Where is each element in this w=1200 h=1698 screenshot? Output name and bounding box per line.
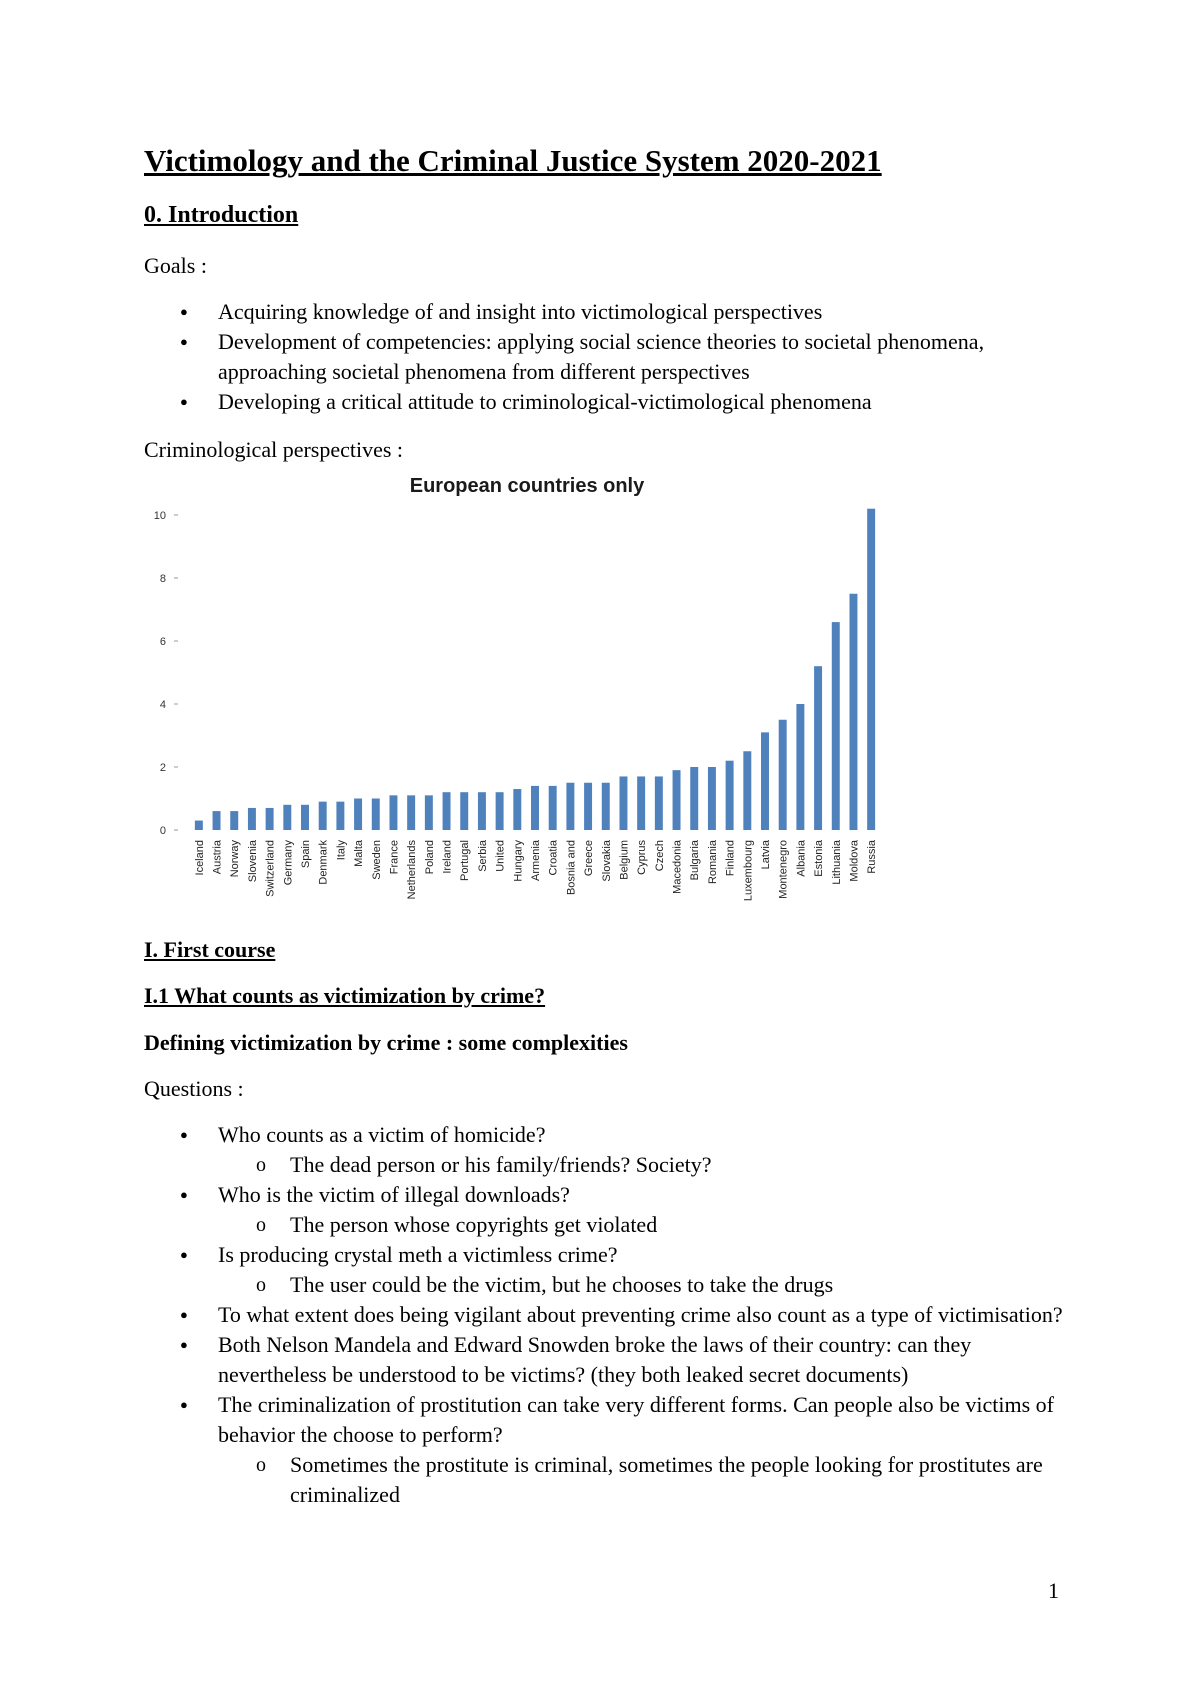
bar xyxy=(248,808,256,830)
goal-item: ● Acquiring knowledge of and insight into victimological perspectives xyxy=(144,297,1064,327)
bar xyxy=(319,802,327,830)
bar xyxy=(230,811,238,830)
bar xyxy=(619,776,627,830)
question-text: Who counts as a victim of homicide? xyxy=(218,1122,546,1147)
x-tick-label: Italy xyxy=(335,840,348,861)
question-item xyxy=(144,1330,1064,1390)
bar xyxy=(637,776,645,830)
questions-list xyxy=(144,1120,1064,1510)
question-item xyxy=(144,1240,1064,1300)
x-tick-label: Germany xyxy=(282,840,295,886)
bar xyxy=(867,509,875,830)
answer-item: o The person whose copyrights get violated xyxy=(218,1210,1064,1240)
bar xyxy=(336,802,344,830)
x-tick-label: Norway xyxy=(229,840,242,878)
bar xyxy=(584,783,592,830)
y-tick-label: 8 xyxy=(159,573,166,585)
x-tick-label: Montenegro xyxy=(777,840,790,899)
answer-item: o The user could be the victim, but he chooses to take the drugs xyxy=(218,1270,1064,1300)
bar xyxy=(372,799,380,831)
bar xyxy=(425,795,433,830)
x-tick-label: Macedonia xyxy=(671,840,684,894)
questions-label: Questions : xyxy=(144,1076,244,1101)
bar xyxy=(549,786,557,830)
bar xyxy=(460,792,468,830)
question-text: To what extent does being vigilant about preventing crime also count as a type of victimisation? xyxy=(218,1302,1063,1327)
y-tick-label: 0 xyxy=(159,825,166,837)
x-tick-label: Cyprus xyxy=(636,840,649,875)
bar xyxy=(566,783,574,830)
bar xyxy=(655,776,663,830)
bar xyxy=(602,783,610,830)
x-tick-label: Slovakia xyxy=(600,840,613,882)
x-tick-label: Latvia xyxy=(760,840,772,870)
question-item xyxy=(144,1300,1064,1330)
x-tick-label: Hungary xyxy=(512,840,525,882)
x-tick-label: Austria xyxy=(211,840,224,875)
first-course-heading: I. First course xyxy=(144,937,276,962)
bar xyxy=(531,786,539,830)
y-tick-label: 10 xyxy=(153,510,166,522)
question-item xyxy=(144,1390,1064,1510)
x-tick-label: Lithuania xyxy=(830,840,843,885)
question-text: The criminalization of prostitution can take very different forms. Can people also be victims of behavior the choose to perform? xyxy=(218,1392,1054,1447)
perspectives-label: Criminological perspectives : xyxy=(144,437,404,462)
x-tick-label: Poland xyxy=(423,840,436,875)
x-tick-label: Sweden xyxy=(370,840,383,880)
x-tick-label: Greece xyxy=(583,840,596,877)
answer-list xyxy=(218,1450,1064,1510)
x-tick-label: Denmark xyxy=(317,840,330,885)
bar xyxy=(708,767,716,830)
y-tick-label: 2 xyxy=(159,762,166,774)
bar xyxy=(478,792,486,830)
introduction-heading: 0. Introduction xyxy=(144,202,299,228)
bar xyxy=(761,732,769,830)
bar xyxy=(496,792,504,830)
x-tick-label: United xyxy=(494,840,507,872)
chart-bars xyxy=(195,509,875,830)
bar xyxy=(195,821,203,830)
goal-item: ● Developing a critical attitude to criminological-victimological phenomena xyxy=(144,387,1064,417)
x-tick-label: Armenia xyxy=(530,840,542,881)
x-tick-label: Czech xyxy=(653,840,666,872)
x-tick-label: Estonia xyxy=(813,840,826,877)
y-tick-label: 4 xyxy=(159,699,166,711)
bar xyxy=(673,770,681,830)
answer-list xyxy=(218,1150,1064,1180)
x-tick-label: Bosnia and xyxy=(565,840,578,896)
question-item xyxy=(144,1180,1064,1240)
subheading: Defining victimization by crime : some complexities xyxy=(144,1030,628,1055)
x-tick-label: Bulgaria xyxy=(689,840,702,881)
goal-item: ● Development of competencies: applying social science theories to societal phenomena, approaching societal phenomena from different perspectives xyxy=(144,327,1064,387)
x-tick-label: Finland xyxy=(724,840,737,877)
answer-item: o The dead person or his family/friends? Society? xyxy=(218,1150,1064,1180)
document-title: Victimology and the Criminal Justice System 2020-2021 xyxy=(144,143,882,178)
x-tick-label: Albania xyxy=(795,840,808,877)
bar xyxy=(726,761,734,830)
bar xyxy=(443,792,451,830)
x-tick-label: Spain xyxy=(300,840,312,869)
x-tick-label: Serbia xyxy=(476,840,489,872)
chart-x-labels xyxy=(194,839,878,901)
bar xyxy=(690,767,698,830)
goals-list xyxy=(144,297,1064,417)
bar xyxy=(849,594,857,830)
bar xyxy=(832,622,840,830)
bar xyxy=(283,805,291,830)
x-tick-label: Belgium xyxy=(618,840,631,880)
section-heading: I.1 What counts as victimization by crime? xyxy=(144,983,546,1008)
bar xyxy=(513,789,521,830)
bar xyxy=(407,795,415,830)
x-tick-label: Slovenia xyxy=(246,840,259,883)
victimization-bar-chart xyxy=(150,470,895,910)
bar xyxy=(213,811,221,830)
bar xyxy=(354,799,362,831)
question-text: Who is the victim of illegal downloads? xyxy=(218,1182,570,1207)
bar xyxy=(779,720,787,830)
question-text: Is producing crystal meth a victimless crime? xyxy=(218,1242,618,1267)
answer-list xyxy=(218,1270,1064,1300)
x-tick-label: Romania xyxy=(706,840,719,885)
x-tick-label: Netherlands xyxy=(406,840,419,900)
bar xyxy=(743,751,751,830)
bar xyxy=(301,805,309,830)
question-text: Both Nelson Mandela and Edward Snowden broke the laws of their country: can they nevertheless be understood to be victims? (they both leaked secret documents) xyxy=(218,1332,972,1387)
page-number: 1 xyxy=(1048,1578,1059,1603)
question-item xyxy=(144,1120,1064,1180)
x-tick-label: Moldova xyxy=(848,840,861,882)
bar xyxy=(266,808,274,830)
bar xyxy=(796,704,804,830)
x-tick-label: Portugal xyxy=(459,840,472,881)
x-tick-label: Russia xyxy=(866,840,879,874)
goals-label: Goals : xyxy=(144,253,207,278)
x-tick-label: Switzerland xyxy=(264,840,277,897)
y-tick-label: 6 xyxy=(159,636,166,648)
chart-y-axis xyxy=(154,510,178,837)
x-tick-label: Croatia xyxy=(547,840,560,876)
answer-list xyxy=(218,1210,1064,1240)
x-tick-label: Malta xyxy=(353,840,366,867)
bar xyxy=(814,666,822,830)
x-tick-label: Luxembourg xyxy=(742,840,755,902)
x-tick-label: Ireland xyxy=(441,840,454,874)
x-tick-label: France xyxy=(388,840,401,875)
answer-item: o Sometimes the prostitute is criminal, sometimes the people looking for prostitutes are criminalized xyxy=(218,1450,1064,1510)
bar xyxy=(389,795,397,830)
chart-title: European countries only xyxy=(409,475,645,497)
x-tick-label: Iceland xyxy=(193,840,206,876)
